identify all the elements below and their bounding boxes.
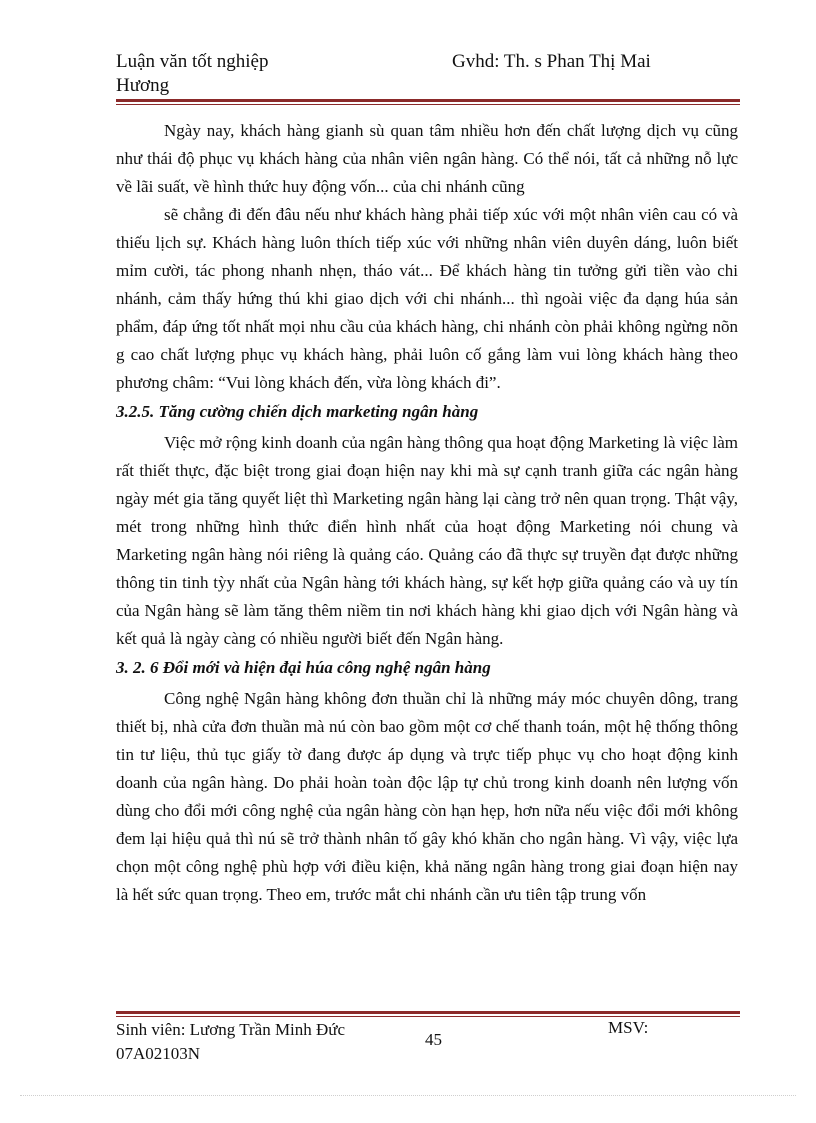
- footer-rule: [116, 1011, 740, 1017]
- footer-student-name: Sinh viên: Lương Trần Minh Đức: [116, 1020, 346, 1039]
- page-body: [116, 117, 738, 909]
- header-rule: [116, 99, 740, 105]
- section-heading: 3.2.5. Tăng cường chiến dịch marketing ngân hàng: [116, 402, 479, 421]
- paragraph: Ngày nay, khách hàng gianh sù quan tâm nhiều hơn đến chất lượng dịch vụ cũng như thái độ phục vụ khách hàng của nhân viên ngân hàng. Có thể nói, tất cả những nỗ lực về lãi suất, về hình thức huy động vốn... của chi nhánh cũng: [116, 121, 738, 196]
- page-bottom-divider: [20, 1095, 796, 1096]
- section-heading: 3. 2. 6 Đổi mới và hiện đại húa công nghệ ngân hàng: [116, 658, 491, 677]
- header-left: [116, 50, 269, 98]
- footer-student: [116, 1018, 345, 1066]
- paragraph: sẽ chẳng đi đến đâu nếu như khách hàng phải tiếp xúc với một nhân viên cau có và thiếu lịch sự. Khách hàng luôn thích tiếp xúc với những nhân viên duyên dáng, luôn biết mỉm cười, tác phong nhanh nhẹn, tháo vát... Để khách hàng tin tưởng gửi tiền vào chi nhánh, cảm thấy hứng thú khi giao dịch với chi nhánh... thì ngoài việc đa dạng húa sản phẩm, đáp ứng tốt nhất mọi nhu cầu của khách hàng, chi nhánh còn phải không ngừng nõn g cao chất lượng phục vụ khách hàng, phải luôn cố gắng làm vui lòng khách hàng theo phương châm: “Vui lòng khách đến, vừa lòng khách đi”.: [116, 205, 738, 392]
- paragraph: Việc mở rộng kinh doanh của ngân hàng thông qua hoạt động Marketing là việc làm rất thiết thực, đặc biệt trong giai đoạn hiện nay khi mà sự cạnh tranh giữa các ngân hàng ngày mét gia tăng quyết liệt thì Marketing ngân hàng lại càng trở nên quan trọng. Thật vậy, mét trong những hình thức điển hình nhất của hoạt động Marketing nói chung và Marketing ngân hàng nói riêng là quảng cáo. Quảng cáo đã thực sự truyền đạt được những thông tin tinh tỳy nhất của Ngân hàng tới khách hàng, sự kết hợp giữa quảng cáo và uy tín của Ngân hàng sẽ làm tăng thêm niềm tin nơi khách hàng khi giao dịch với Ngân hàng và kết quả là ngày càng có nhiều người biết đến Ngân hàng.: [116, 433, 738, 648]
- header-name-continuation: Hương: [116, 75, 170, 96]
- header-advisor: Gvhd: Th. s Phan Thị Mai: [452, 51, 651, 72]
- paragraph: Công nghệ Ngân hàng không đơn thuần chỉ là những máy móc chuyên dông, trang thiết bị, nhà cửa đơn thuần mà nú còn bao gồm một cơ chế thanh toán, một hệ thống thông tin tư liệu, thủ tục giấy tờ đang được áp dụng và trực tiếp phục vụ cho hoạt động kinh doanh của ngân hàng. Do phải hoàn toàn độc lập tự chủ trong kinh doanh nên lượng vốn dùng cho đổi mới công nghệ của ngân hàng còn hạn hẹp, hơn nữa nếu việc đổi mới không đem lại hiệu quả thì nú sẽ trở thành nhân tố gây khó khăn cho ngân hàng. Vì vậy, việc lựa chọn một công nghệ phù hợp với điều kiện, khả năng ngân hàng trong giai đoạn hiện nay là hết sức quan trọng. Theo em, trước mắt chi nhánh cần ưu tiên tập trung vốn: [116, 689, 738, 904]
- page-number: 45: [425, 1030, 442, 1049]
- footer-msv-label: MSV:: [608, 1018, 649, 1037]
- footer-student-id: 07A02103N: [116, 1044, 201, 1063]
- header-title: Luận văn tốt nghiệp: [116, 51, 269, 72]
